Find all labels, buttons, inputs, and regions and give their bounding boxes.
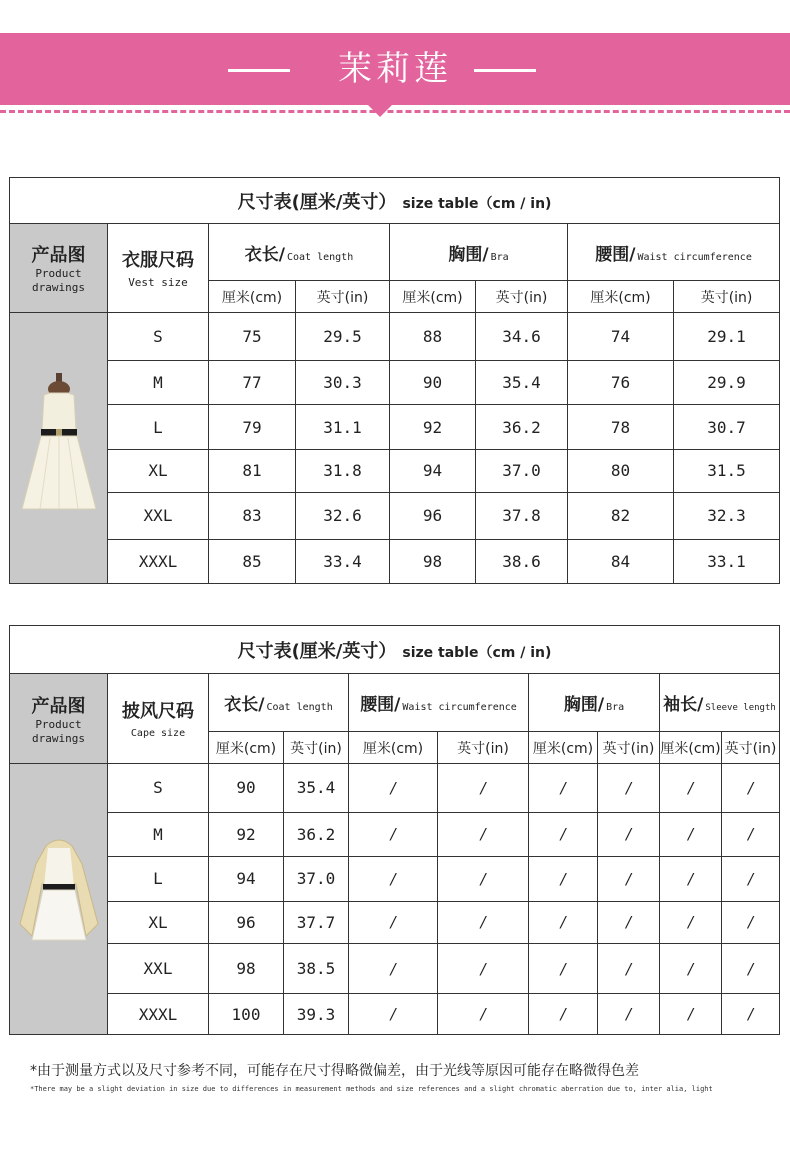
value-cell: 94 bbox=[209, 856, 284, 901]
table-caption bbox=[10, 178, 780, 224]
caption-en: size table（cm / in) bbox=[402, 644, 552, 661]
value-cell: / bbox=[349, 944, 438, 994]
unit-cm-header: 厘米(cm) bbox=[660, 732, 722, 764]
value-cell: 31.5 bbox=[674, 450, 780, 493]
value-cell: 90 bbox=[209, 764, 284, 813]
group-label-cn: 腰围/ bbox=[595, 244, 636, 265]
value-cell: 92 bbox=[390, 405, 476, 450]
size-cell: M bbox=[108, 812, 209, 856]
size-header bbox=[108, 224, 209, 313]
table-row bbox=[10, 539, 780, 583]
value-cell: 94 bbox=[390, 450, 476, 493]
size-cell: XXL bbox=[108, 944, 209, 994]
cape-size-table bbox=[9, 625, 780, 1035]
group-header bbox=[349, 674, 529, 732]
title-banner bbox=[0, 33, 790, 105]
table-row bbox=[10, 492, 780, 539]
value-cell: 35.4 bbox=[476, 361, 568, 405]
value-cell: / bbox=[529, 994, 598, 1035]
group-header bbox=[660, 674, 780, 732]
value-cell: / bbox=[349, 764, 438, 813]
unit-cm-header: 厘米(cm) bbox=[390, 281, 476, 313]
value-cell: / bbox=[598, 901, 660, 944]
size-label-en: Cape size bbox=[130, 727, 186, 739]
group-label-en: Bra bbox=[490, 251, 509, 263]
value-cell: 85 bbox=[209, 539, 296, 583]
value-cell: / bbox=[598, 812, 660, 856]
table-row bbox=[10, 994, 780, 1035]
banner-title: 茉莉莲 bbox=[338, 49, 452, 89]
value-cell: 39.3 bbox=[284, 994, 349, 1035]
table-row bbox=[10, 901, 780, 944]
value-cell: / bbox=[722, 944, 780, 994]
value-cell: 37.0 bbox=[284, 856, 349, 901]
value-cell: 90 bbox=[390, 361, 476, 405]
value-cell: / bbox=[598, 764, 660, 813]
group-header bbox=[209, 674, 349, 732]
group-label-cn: 袖长/ bbox=[663, 695, 704, 715]
table-row bbox=[10, 313, 780, 361]
value-cell: 35.4 bbox=[284, 764, 349, 813]
size-label-cn: 衣服尺码 bbox=[122, 250, 194, 271]
value-cell: 36.2 bbox=[284, 812, 349, 856]
size-cell: XL bbox=[108, 450, 209, 493]
value-cell: 75 bbox=[209, 313, 296, 361]
table-row bbox=[10, 405, 780, 450]
size-label-cn: 披风尺码 bbox=[122, 700, 194, 722]
value-cell: / bbox=[660, 901, 722, 944]
cape-illustration bbox=[10, 764, 108, 1030]
group-header bbox=[209, 224, 390, 281]
value-cell: / bbox=[438, 994, 529, 1035]
product-drawing-header bbox=[10, 674, 108, 764]
product-label-en: Product drawings bbox=[32, 717, 85, 745]
value-cell: 37.7 bbox=[284, 901, 349, 944]
vest-size-table bbox=[9, 177, 780, 584]
value-cell: 96 bbox=[390, 492, 476, 539]
product-label-cn: 产品图 bbox=[31, 245, 86, 266]
value-cell: / bbox=[722, 812, 780, 856]
value-cell: 31.8 bbox=[296, 450, 390, 493]
value-cell: 83 bbox=[209, 492, 296, 539]
value-cell: 29.9 bbox=[674, 361, 780, 405]
caption-cn: 尺寸表(厘米/英寸） bbox=[237, 191, 397, 213]
size-cell: M bbox=[108, 361, 209, 405]
value-cell: / bbox=[722, 901, 780, 944]
value-cell: 81 bbox=[209, 450, 296, 493]
value-cell: 33.4 bbox=[296, 539, 390, 583]
size-label-en: Vest size bbox=[128, 276, 188, 289]
unit-cm-header: 厘米(cm) bbox=[349, 732, 438, 764]
group-label-en: Coat length bbox=[286, 251, 354, 263]
group-label-en: Bra bbox=[606, 702, 625, 713]
product-drawing-header bbox=[10, 224, 108, 313]
value-cell: / bbox=[529, 944, 598, 994]
caption-en: size table（cm / in) bbox=[402, 195, 552, 212]
product-label-en: Product drawings bbox=[32, 267, 85, 294]
table-row bbox=[10, 361, 780, 405]
group-label-cn: 衣长/ bbox=[244, 244, 285, 265]
caption-cn: 尺寸表(厘米/英寸） bbox=[237, 640, 397, 662]
value-cell: 82 bbox=[568, 492, 674, 539]
value-cell: / bbox=[598, 994, 660, 1035]
value-cell: / bbox=[438, 812, 529, 856]
size-cell: S bbox=[108, 313, 209, 361]
unit-cm-header: 厘米(cm) bbox=[568, 281, 674, 313]
vest-dress-image bbox=[10, 313, 108, 584]
value-cell: / bbox=[529, 764, 598, 813]
value-cell: 36.2 bbox=[476, 405, 568, 450]
value-cell: / bbox=[438, 901, 529, 944]
table-row bbox=[10, 812, 780, 856]
value-cell: 29.5 bbox=[296, 313, 390, 361]
group-label-cn: 胸围/ bbox=[563, 695, 605, 715]
value-cell: / bbox=[722, 856, 780, 901]
value-cell: / bbox=[349, 994, 438, 1035]
value-cell: 78 bbox=[568, 405, 674, 450]
value-cell: 100 bbox=[209, 994, 284, 1035]
value-cell: 29.1 bbox=[674, 313, 780, 361]
value-cell: / bbox=[438, 944, 529, 994]
value-cell: 37.8 bbox=[476, 492, 568, 539]
value-cell: / bbox=[660, 944, 722, 994]
group-label-en: Waist circumference bbox=[637, 251, 752, 263]
group-label-en: Coat length bbox=[266, 702, 333, 713]
disclaimer-en: *There may be a slight deviation in size due to differences in measurement methods and size references and a slight chromatic aberration due to, inter alia, light bbox=[30, 1085, 713, 1093]
size-cell: L bbox=[108, 405, 209, 450]
value-cell: 37.0 bbox=[476, 450, 568, 493]
group-label-cn: 腰围/ bbox=[360, 695, 401, 715]
value-cell: / bbox=[438, 856, 529, 901]
group-label-en: Sleeve length bbox=[705, 703, 776, 713]
value-cell: 84 bbox=[568, 539, 674, 583]
value-cell: / bbox=[660, 812, 722, 856]
size-cell: S bbox=[108, 764, 209, 813]
value-cell: / bbox=[529, 812, 598, 856]
value-cell: 38.6 bbox=[476, 539, 568, 583]
value-cell: / bbox=[529, 901, 598, 944]
table-row bbox=[10, 856, 780, 901]
value-cell: / bbox=[349, 901, 438, 944]
size-cell: XXL bbox=[108, 492, 209, 539]
value-cell: 98 bbox=[390, 539, 476, 583]
size-cell: XL bbox=[108, 901, 209, 944]
value-cell: 77 bbox=[209, 361, 296, 405]
value-cell: 32.3 bbox=[674, 492, 780, 539]
value-cell: / bbox=[529, 856, 598, 901]
group-label-cn: 衣长/ bbox=[224, 695, 265, 715]
value-cell: 96 bbox=[209, 901, 284, 944]
group-header bbox=[568, 224, 780, 281]
value-cell: / bbox=[349, 812, 438, 856]
product-label-cn: 产品图 bbox=[31, 695, 86, 717]
group-label-cn: 胸围/ bbox=[448, 244, 489, 265]
size-header bbox=[108, 674, 209, 764]
value-cell: / bbox=[660, 764, 722, 813]
value-cell: / bbox=[660, 856, 722, 901]
cape-dress-image bbox=[10, 764, 108, 1035]
size-cell: XXXL bbox=[108, 994, 209, 1035]
unit-cm-header: 厘米(cm) bbox=[529, 732, 598, 764]
value-cell: 31.1 bbox=[296, 405, 390, 450]
banner-right-rule bbox=[474, 69, 536, 72]
table-caption bbox=[10, 626, 780, 674]
dashed-divider bbox=[0, 110, 790, 113]
value-cell: / bbox=[598, 944, 660, 994]
value-cell: 74 bbox=[568, 313, 674, 361]
value-cell: / bbox=[722, 764, 780, 813]
table-row bbox=[10, 764, 780, 813]
unit-in-header: 英寸(in) bbox=[438, 732, 529, 764]
value-cell: 33.1 bbox=[674, 539, 780, 583]
value-cell: / bbox=[438, 764, 529, 813]
value-cell: 30.7 bbox=[674, 405, 780, 450]
value-cell: / bbox=[722, 994, 780, 1035]
value-cell: 79 bbox=[209, 405, 296, 450]
value-cell: 98 bbox=[209, 944, 284, 994]
value-cell: 80 bbox=[568, 450, 674, 493]
value-cell: / bbox=[349, 856, 438, 901]
group-header bbox=[390, 224, 568, 281]
unit-in-header: 英寸(in) bbox=[598, 732, 660, 764]
table-row bbox=[10, 944, 780, 994]
value-cell: 32.6 bbox=[296, 492, 390, 539]
value-cell: 92 bbox=[209, 812, 284, 856]
value-cell: 88 bbox=[390, 313, 476, 361]
unit-in-header: 英寸(in) bbox=[674, 281, 780, 313]
unit-cm-header: 厘米(cm) bbox=[209, 732, 284, 764]
group-label-en: Waist circumference bbox=[402, 702, 517, 713]
value-cell: / bbox=[660, 994, 722, 1035]
value-cell: 76 bbox=[568, 361, 674, 405]
table-row bbox=[10, 450, 780, 493]
unit-in-header: 英寸(in) bbox=[296, 281, 390, 313]
value-cell: / bbox=[598, 856, 660, 901]
disclaimer-cn: *由于测量方式以及尺寸参考不同，可能存在尺寸得略微偏差，由于光线等原因可能存在略微得色差 bbox=[30, 1063, 639, 1079]
unit-in-header: 英寸(in) bbox=[722, 732, 780, 764]
group-header bbox=[529, 674, 660, 732]
value-cell: 38.5 bbox=[284, 944, 349, 994]
value-cell: 34.6 bbox=[476, 313, 568, 361]
dress-illustration bbox=[10, 313, 108, 579]
unit-in-header: 英寸(in) bbox=[284, 732, 349, 764]
value-cell: 30.3 bbox=[296, 361, 390, 405]
unit-in-header: 英寸(in) bbox=[476, 281, 568, 313]
size-cell: XXXL bbox=[108, 539, 209, 583]
unit-cm-header: 厘米(cm) bbox=[209, 281, 296, 313]
size-cell: L bbox=[108, 856, 209, 901]
